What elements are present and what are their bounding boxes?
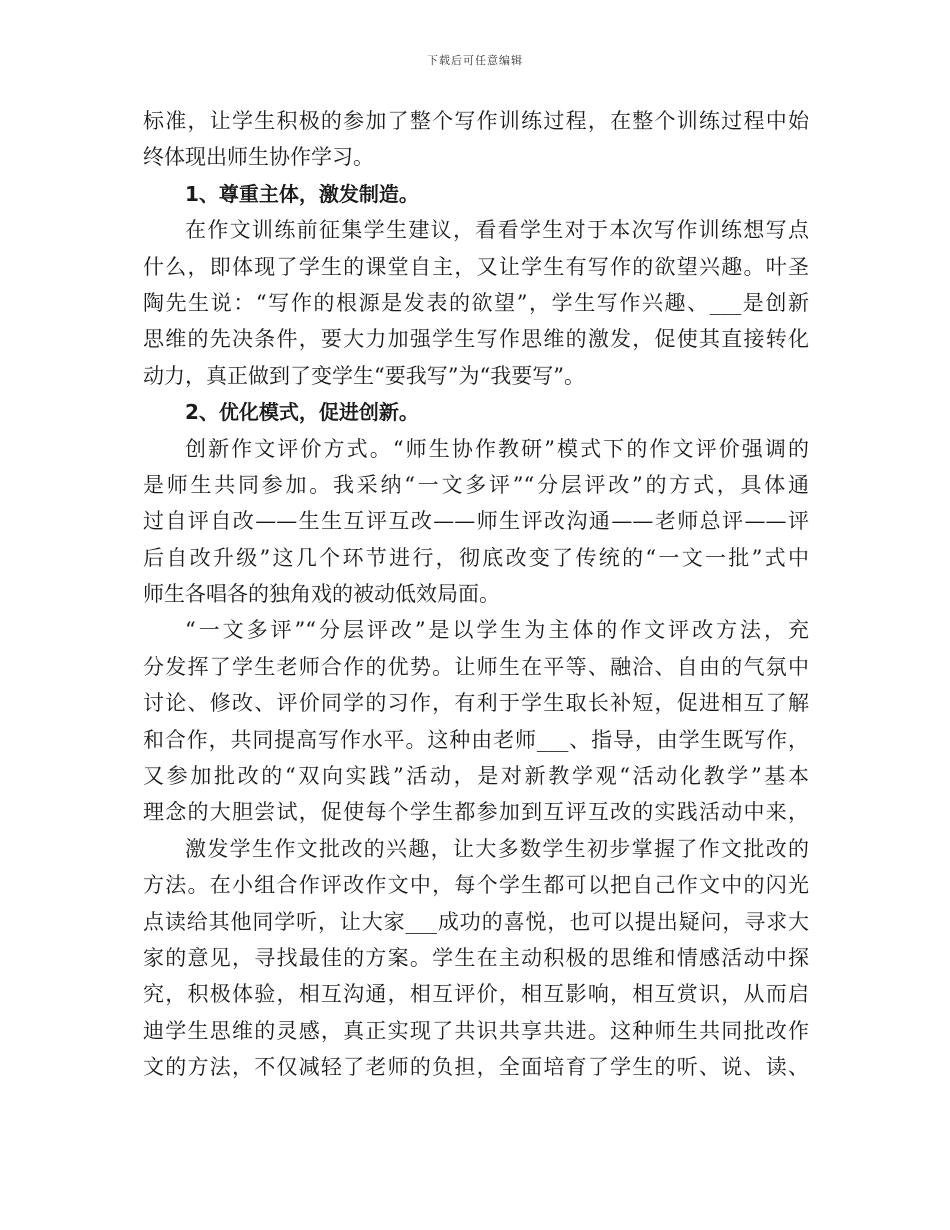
body-line: 激发学生作文批改的兴趣，让大多数学生初步掌握了作文批改的: [185, 836, 809, 861]
page-header: 下载后可任意编辑: [427, 54, 523, 67]
body-line: 什么，即体现了学生的课堂自主，又让学生有写作的欲望兴趣。叶圣: [143, 254, 809, 279]
body-line: 思维的先决条件，要大力加强学生写作思维的激发，促使其直接转化: [143, 327, 809, 352]
section-heading: 2、优化模式，促进创新。: [185, 400, 419, 425]
body-line: 究，积极体验，相互沟通，相互评价，相互影响，相互赏识，从而启: [143, 982, 809, 1007]
body-line: 分发挥了学生老师合作的优势。让师生在平等、融洽、自由的气氛中: [143, 654, 809, 679]
body-line: 又参加批改的“双向实践”活动，是对新教学观“活动化教学”基本: [143, 764, 809, 789]
body-line: 过自评自改——生生互评互改——师生评改沟通——老师总评——评: [143, 509, 809, 534]
body-line: 点读给其他同学听，让大家___成功的喜悦，也可以提出疑问，寻求大: [143, 909, 809, 934]
body-line: 家的意见，寻找最佳的方案。学生在主动积极的思维和情感活动中探: [143, 945, 809, 970]
body-line: 是师生共同参加。我采纳“一文多评”“分层评改”的方式，具体通: [143, 472, 809, 497]
body-line: 标准，让学生积极的参加了整个写作训练过程，在整个训练过程中始: [143, 109, 809, 133]
body-line: 文的方法，不仅减轻了老师的负担，全面培育了学生的听、说、读、: [143, 1055, 809, 1080]
body-line: 创新作文评价方式。“师生协作教研”模式下的作文评价强调的: [185, 436, 809, 461]
body-line: 迪学生思维的灵感，真正实现了共识共享共进。这种师生共同批改作: [143, 1018, 809, 1043]
body-line: 终体现出师生协作学习。: [143, 145, 374, 170]
body-line: 和合作，共同提高写作水平。这种由老师___、指导，由学生既写作，: [143, 727, 809, 752]
body-line: 方法。在小组合作评改作文中，每个学生都可以把自己作文中的闪光: [143, 873, 809, 898]
section-heading: 1、尊重主体，激发制造。: [185, 181, 419, 206]
body-line: 动力，真正做到了变学生“要我写”为“我要写”。: [143, 363, 585, 388]
body-line: 陶先生说：“写作的根源是发表的欲望”，学生写作兴趣、___是创新: [143, 290, 809, 315]
body-line: 后自改升级”这几个环节进行，彻底改变了传统的“一文一批”式中: [143, 545, 809, 570]
body-line: 理念的大胆尝试，促使每个学生都参加到互评互改的实践活动中来，: [143, 800, 809, 825]
body-line: 在作文训练前征集学生建议，看看学生对于本次写作训练想写点: [185, 218, 809, 243]
body-line: 讨论、修改、评价同学的习作，有利于学生取长补短，促进相互了解: [143, 691, 809, 716]
body-line: 师生各唱各的独角戏的被动低效局面。: [143, 582, 500, 607]
document-body: [143, 103, 809, 1086]
body-line: “一文多评”“分层评改”是以学生为主体的作文评改方法，充: [185, 618, 809, 643]
